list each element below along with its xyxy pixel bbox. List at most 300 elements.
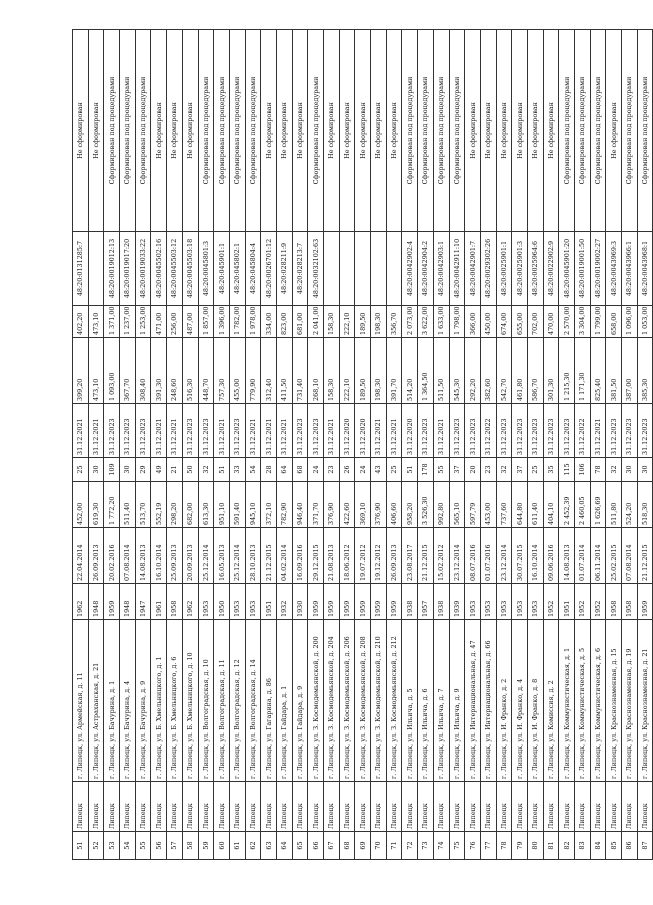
city-cell: Липецк [386, 782, 402, 832]
city-cell: Липецк [104, 782, 120, 832]
value2-cell: 402,20 [73, 306, 89, 338]
deadline-cell: 31.12.2023 [198, 404, 214, 458]
address-cell: г. Липецк, ул. Армейская, д. 11 [73, 620, 89, 782]
area-cell: 511,80 [606, 482, 622, 528]
value2-cell: 2 073,00 [402, 306, 418, 338]
city-cell: Липецк [214, 782, 230, 832]
date-cell: 23.08.2017 [402, 528, 418, 584]
cadastral-cell: 48:20:0045901:20 [559, 232, 575, 306]
deadline-cell: 31.12.2021 [371, 404, 387, 458]
year-cell: 1959 [371, 584, 387, 620]
status-cell: Сформирован под процедурами [559, 30, 575, 232]
date-cell: 30.07.2015 [512, 528, 528, 584]
table-row [575, 30, 591, 860]
area-cell: 404,10 [543, 482, 559, 528]
date-cell: 23.12.2014 [496, 528, 512, 584]
deadline-cell: 31.12.2023 [465, 404, 481, 458]
deadline-cell: 31.12.2023 [637, 404, 653, 458]
count-cell: 178 [418, 458, 434, 482]
date-cell: 29.12.2015 [308, 528, 324, 584]
status-cell: Сформирован под процедурами [214, 30, 230, 232]
deadline-cell: 31.12.2022 [480, 404, 496, 458]
status-cell: Сформирован под процедурами [402, 30, 418, 232]
deadline-cell: 31.12.2021 [261, 404, 277, 458]
address-cell: г. Липецк, ул. Ильича, д. 7 [433, 620, 449, 782]
year-cell: 1953 [512, 584, 528, 620]
value1-cell: 473,10 [88, 338, 104, 404]
cadastral-cell: 48:20:0032102:63 [308, 232, 324, 306]
date-cell: 14.08.2013 [135, 528, 151, 584]
deadline-cell: 31.12.2022 [575, 404, 591, 458]
value1-cell: 1 364,50 [418, 338, 434, 404]
address-cell: г. Липецк, ул. З. Космодемьянской, д. 200 [308, 620, 324, 782]
date-cell: 01.07.2014 [575, 528, 591, 584]
date-cell: 23.12.2014 [449, 528, 465, 584]
table-row [120, 30, 136, 860]
date-cell: 21.12.2015 [637, 528, 653, 584]
table-row [276, 30, 292, 860]
date-cell: 15.02.2012 [433, 528, 449, 584]
status-cell: Не сформирован [355, 30, 371, 232]
deadline-cell: 31.12.2020 [355, 404, 371, 458]
year-cell: 1957 [418, 584, 434, 620]
city-cell: Липецк [622, 782, 638, 832]
status-cell: Сформирован под процедурами [229, 30, 245, 232]
date-cell: 16.05.2013 [214, 528, 230, 584]
value2-cell: 1 798,00 [449, 306, 465, 338]
city-cell: Липецк [418, 782, 434, 832]
area-cell: 611,40 [527, 482, 543, 528]
value1-cell: 545,30 [449, 338, 465, 404]
cadastral-cell: 48:20:0131285:7 [73, 232, 89, 306]
deadline-cell: 31.12.2023 [527, 404, 543, 458]
table-row [386, 30, 402, 860]
value2-cell: 1 396,00 [214, 306, 230, 338]
row-number-cell: 51 [73, 832, 89, 860]
date-cell: 21.12.2015 [261, 528, 277, 584]
value2-cell: 1 799,00 [590, 306, 606, 338]
count-cell: 25 [386, 458, 402, 482]
count-cell: 25 [527, 458, 543, 482]
address-cell: г. Липецк, ул. Ильича, д. 9 [449, 620, 465, 782]
value2-cell: 1 253,00 [135, 306, 151, 338]
count-cell: 24 [355, 458, 371, 482]
area-cell: 737,60 [496, 482, 512, 528]
city-cell: Липецк [182, 782, 198, 832]
row-number-cell: 81 [543, 832, 559, 860]
table-row [308, 30, 324, 860]
cadastral-cell: 48:20:0045502:16 [151, 232, 167, 306]
deadline-cell: 31.12.2023 [512, 404, 528, 458]
address-cell: г. Липецк, ул. З. Космодемьянской, д. 208 [355, 620, 371, 782]
count-cell: 37 [449, 458, 465, 482]
table-row [198, 30, 214, 860]
year-cell: 1958 [606, 584, 622, 620]
status-cell: Сформирован под процедурами [449, 30, 465, 232]
deadline-cell: 31.12.2021 [151, 404, 167, 458]
date-cell: 14.08.2013 [559, 528, 575, 584]
table-row [292, 30, 308, 860]
address-cell: г. Липецк, ул. З. Космодемьянской, д. 212 [386, 620, 402, 782]
city-cell: Липецк [88, 782, 104, 832]
status-cell: Не сформирован [339, 30, 355, 232]
date-cell: 22.04.2014 [73, 528, 89, 584]
cadastral-cell: 48:20:0019033:22 [135, 232, 151, 306]
year-cell: 1953 [229, 584, 245, 620]
status-cell: Сформирован под процедурами [120, 30, 136, 232]
status-cell: Не сформирован [371, 30, 387, 232]
count-cell: 51 [214, 458, 230, 482]
value2-cell: 470,00 [543, 306, 559, 338]
table-row [449, 30, 465, 860]
area-cell: 552,19 [151, 482, 167, 528]
area-cell: 511,40 [120, 482, 136, 528]
area-cell: 992,80 [433, 482, 449, 528]
count-cell: 30 [120, 458, 136, 482]
count-cell: 30 [637, 458, 653, 482]
count-cell: 37 [512, 458, 528, 482]
area-cell: 682,00 [182, 482, 198, 528]
table-row [433, 30, 449, 860]
status-cell: Не сформирован [480, 30, 496, 232]
value1-cell: 367,70 [120, 338, 136, 404]
value2-cell: 450,00 [480, 306, 496, 338]
cadastral-cell: 48:20:0026701:12 [261, 232, 277, 306]
cadastral-cell: 48:20:0019001:50 [575, 232, 591, 306]
count-cell: 30 [622, 458, 638, 482]
row-number-cell: 72 [402, 832, 418, 860]
city-cell: Липецк [261, 782, 277, 832]
cadastral-cell: 48:20:0043969:3 [606, 232, 622, 306]
status-cell: Не сформирован [527, 30, 543, 232]
row-number-cell: 57 [167, 832, 183, 860]
area-cell: 453,00 [480, 482, 496, 528]
date-cell: 21.12.2015 [418, 528, 434, 584]
address-cell: г. Липецк, ул. Волгоградская, д. 10 [198, 620, 214, 782]
rotated-table-wrapper [72, 30, 650, 860]
area-cell: 372,10 [261, 482, 277, 528]
city-cell: Липецк [355, 782, 371, 832]
cadastral-cell: 48:20:028213:7 [292, 232, 308, 306]
city-cell: Липецк [245, 782, 261, 832]
value1-cell: 382,60 [480, 338, 496, 404]
count-cell: 32 [198, 458, 214, 482]
deadline-cell: 31.12.2023 [543, 404, 559, 458]
row-number-cell: 82 [559, 832, 575, 860]
table-row [371, 30, 387, 860]
city-cell: Липецк [371, 782, 387, 832]
row-number-cell: 85 [606, 832, 622, 860]
count-cell: 25 [73, 458, 89, 482]
status-cell: Не сформирован [324, 30, 340, 232]
address-cell: г. Липецк, ул. Бачурина, д. 1 [104, 620, 120, 782]
row-number-cell: 66 [308, 832, 324, 860]
year-cell: 1959 [339, 584, 355, 620]
cadastral-cell [339, 232, 355, 306]
value2-cell: 471,00 [151, 306, 167, 338]
cadastral-cell: 48:20:0042903:1 [433, 232, 449, 306]
row-number-cell: 79 [512, 832, 528, 860]
table-row [512, 30, 528, 860]
table-row [324, 30, 340, 860]
value2-cell: 1 053,00 [637, 306, 653, 338]
cadastral-cell: 48:20:0025964:6 [527, 232, 543, 306]
table-row [590, 30, 606, 860]
status-cell: Сформирован под процедурами [418, 30, 434, 232]
deadline-cell: 31.12.2021 [167, 404, 183, 458]
deadline-cell: 31.12.2020 [339, 404, 355, 458]
deadline-cell: 31.12.2023 [496, 404, 512, 458]
area-cell: 591,40 [229, 482, 245, 528]
table-row [135, 30, 151, 860]
table-row [543, 30, 559, 860]
year-cell: 1953 [527, 584, 543, 620]
cadastral-cell: 48:20:0042911:10 [449, 232, 465, 306]
status-cell: Сформирован под процедурами [104, 30, 120, 232]
year-cell: 1947 [135, 584, 151, 620]
row-number-cell: 74 [433, 832, 449, 860]
cadastral-cell [371, 232, 387, 306]
value2-cell: 3 304,00 [575, 306, 591, 338]
row-number-cell: 71 [386, 832, 402, 860]
value2-cell: 487,00 [182, 306, 198, 338]
value1-cell: 385,30 [637, 338, 653, 404]
value1-cell: 308,40 [135, 338, 151, 404]
count-cell: 109 [104, 458, 120, 482]
year-cell: 1959 [386, 584, 402, 620]
cadastral-cell: 48:20:0025901:3 [512, 232, 528, 306]
status-cell: Не сформирован [88, 30, 104, 232]
count-cell: 64 [276, 458, 292, 482]
year-cell: 1962 [182, 584, 198, 620]
area-cell: 613,30 [198, 482, 214, 528]
city-cell: Липецк [135, 782, 151, 832]
deadline-cell: 31.12.2021 [245, 404, 261, 458]
value1-cell: 461,80 [512, 338, 528, 404]
count-cell: 50 [182, 458, 198, 482]
count-cell: 115 [559, 458, 575, 482]
year-cell: 1952 [543, 584, 559, 620]
deadline-cell: 31.12.2021 [386, 404, 402, 458]
address-cell: г. Липецк, ул. Б. Хмельницкого, д. 1 [151, 620, 167, 782]
value1-cell: 731,40 [292, 338, 308, 404]
date-cell: 25.02.2015 [606, 528, 622, 584]
cadastral-cell: 48:20:0043968:1 [637, 232, 653, 306]
address-cell: г. Липецк, ул. Коммунистическая, д. 5 [575, 620, 591, 782]
table-row [355, 30, 371, 860]
city-cell: Липецк [433, 782, 449, 832]
area-cell: 2 460,05 [575, 482, 591, 528]
address-cell: г. Липецк, ул. И. Франко, д. 4 [512, 620, 528, 782]
date-cell: 25.12.2014 [198, 528, 214, 584]
area-cell: 958,20 [402, 482, 418, 528]
table-row [418, 30, 434, 860]
status-cell: Сформирован под процедурами [135, 30, 151, 232]
year-cell: 1950 [214, 584, 230, 620]
date-cell: 25.09.2013 [167, 528, 183, 584]
value1-cell: 779,90 [245, 338, 261, 404]
value1-cell: 516,30 [182, 338, 198, 404]
cadastral-cell: 48:20:045804:4 [245, 232, 261, 306]
cadastral-cell [355, 232, 371, 306]
count-cell: 78 [590, 458, 606, 482]
address-cell: г. Липецк, ул. Волгоградская, д. 14 [245, 620, 261, 782]
status-cell: Не сформирован [465, 30, 481, 232]
date-cell: 06.11.2014 [590, 528, 606, 584]
city-cell: Липецк [73, 782, 89, 832]
address-cell: г. Липецк, ул. Волгоградская, д. 12 [229, 620, 245, 782]
cadastral-cell: 48:20:0025901:1 [496, 232, 512, 306]
city-cell: Липецк [229, 782, 245, 832]
address-cell: г. Липецк, ул. З. Космодемьянской, д. 204 [324, 620, 340, 782]
area-cell: 782,90 [276, 482, 292, 528]
cadastral-cell: 48:20:0045503:18 [182, 232, 198, 306]
date-cell: 07.08.2014 [120, 528, 136, 584]
status-cell: Не сформирован [386, 30, 402, 232]
value2-cell: 1 371,00 [104, 306, 120, 338]
status-cell: Не сформирован [276, 30, 292, 232]
value1-cell: 1 171,30 [575, 338, 591, 404]
city-cell: Липецк [590, 782, 606, 832]
row-number-cell: 87 [637, 832, 653, 860]
cadastral-cell: 48:20:045901:1 [214, 232, 230, 306]
value2-cell: 1 978,00 [245, 306, 261, 338]
row-number-cell: 65 [292, 832, 308, 860]
housing-table [72, 29, 653, 860]
address-cell: г. Липецк, ул. Астраханская, д. 21 [88, 620, 104, 782]
year-cell: 1938 [433, 584, 449, 620]
value1-cell: 158,30 [324, 338, 340, 404]
status-cell: Не сформирован [151, 30, 167, 232]
value2-cell: 356,70 [386, 306, 402, 338]
row-number-cell: 69 [355, 832, 371, 860]
status-cell: Сформирован под процедурами [308, 30, 324, 232]
value2-cell: 702,00 [527, 306, 543, 338]
address-cell: г. Липецк, ул. Ильича, д. 5 [402, 620, 418, 782]
table-row [167, 30, 183, 860]
table-row [261, 30, 277, 860]
area-cell: 524,20 [622, 482, 638, 528]
table-row [622, 30, 638, 860]
status-cell: Не сформирован [182, 30, 198, 232]
value2-cell: 1 782,00 [229, 306, 245, 338]
year-cell: 1951 [261, 584, 277, 620]
address-cell: г. Липецк, ул. Краснознаменная, д. 15 [606, 620, 622, 782]
city-cell: Липецк [559, 782, 575, 832]
value1-cell: 391,70 [386, 338, 402, 404]
year-cell: 1932 [276, 584, 292, 620]
count-cell: 33 [229, 458, 245, 482]
city-cell: Липецк [151, 782, 167, 832]
cadastral-cell [324, 232, 340, 306]
table-row [104, 30, 120, 860]
address-cell: г. Липецк, ул. Гайдара, д. 9 [292, 620, 308, 782]
count-cell: 32 [606, 458, 622, 482]
row-number-cell: 70 [371, 832, 387, 860]
status-cell: Сформирован под процедурами [622, 30, 638, 232]
value2-cell: 189,50 [355, 306, 371, 338]
value2-cell: 222,10 [339, 306, 355, 338]
deadline-cell: 31.12.2021 [433, 404, 449, 458]
deadline-cell: 31.12.2023 [308, 404, 324, 458]
table-row [496, 30, 512, 860]
city-cell: Липецк [198, 782, 214, 832]
deadline-cell: 31.12.2023 [135, 404, 151, 458]
cadastral-cell: 48:20:0022902:9 [543, 232, 559, 306]
year-cell: 1939 [449, 584, 465, 620]
count-cell: 20 [465, 458, 481, 482]
deadline-cell: 31.12.2023 [120, 404, 136, 458]
value2-cell: 3 622,00 [418, 306, 434, 338]
deadline-cell: 31.12.2023 [622, 404, 638, 458]
status-cell: Не сформирован [292, 30, 308, 232]
row-number-cell: 78 [496, 832, 512, 860]
area-cell: 422,60 [339, 482, 355, 528]
address-cell: г. Липецк, ул. И. Франко, д. 2 [496, 620, 512, 782]
value1-cell: 399,20 [73, 338, 89, 404]
row-number-cell: 77 [480, 832, 496, 860]
cadastral-cell: 48:20:0019012:13 [104, 232, 120, 306]
address-cell: г. Липецк, ул. Б. Хмельницкого, д. 10 [182, 620, 198, 782]
row-number-cell: 58 [182, 832, 198, 860]
area-cell: 1 772,20 [104, 482, 120, 528]
value1-cell: 301,30 [543, 338, 559, 404]
area-cell: 518,30 [637, 482, 653, 528]
deadline-cell: 31.12.2023 [182, 404, 198, 458]
city-cell: Липецк [324, 782, 340, 832]
count-cell: 49 [151, 458, 167, 482]
value1-cell: 391,30 [151, 338, 167, 404]
city-cell: Липецк [543, 782, 559, 832]
city-cell: Липецк [496, 782, 512, 832]
row-number-cell: 62 [245, 832, 261, 860]
count-cell: 21 [167, 458, 183, 482]
city-cell: Липецк [120, 782, 136, 832]
count-cell: 35 [543, 458, 559, 482]
address-cell: г. Липецк, ул. И. Франко, д. 8 [527, 620, 543, 782]
date-cell: 04.02.2014 [276, 528, 292, 584]
value2-cell: 674,00 [496, 306, 512, 338]
deadline-cell: 31.12.2020 [402, 404, 418, 458]
value1-cell: 455,00 [229, 338, 245, 404]
deadline-cell: 31.12.2023 [559, 404, 575, 458]
value1-cell: 312,40 [261, 338, 277, 404]
area-cell: 376,90 [324, 482, 340, 528]
address-cell: г. Липецк, ул. Краснознаменная, д. 19 [622, 620, 638, 782]
value1-cell: 757,30 [214, 338, 230, 404]
count-cell: 54 [245, 458, 261, 482]
table-row [182, 30, 198, 860]
table-body [73, 30, 653, 860]
row-number-cell: 54 [120, 832, 136, 860]
count-cell: 51 [402, 458, 418, 482]
date-cell: 16.09.2016 [292, 528, 308, 584]
row-number-cell: 52 [88, 832, 104, 860]
deadline-cell: 31.12.2021 [73, 404, 89, 458]
value2-cell: 256,00 [167, 306, 183, 338]
address-cell: г. Липецк, ул. Комиссия, д. 2 [543, 620, 559, 782]
count-cell: 30 [88, 458, 104, 482]
year-cell: 1951 [559, 584, 575, 620]
row-number-cell: 67 [324, 832, 340, 860]
status-cell: Не сформирован [543, 30, 559, 232]
city-cell: Липецк [449, 782, 465, 832]
date-cell: 16.10.2014 [151, 528, 167, 584]
deadline-cell: 31.12.2023 [606, 404, 622, 458]
value2-cell: 198,30 [371, 306, 387, 338]
row-number-cell: 83 [575, 832, 591, 860]
count-cell: 26 [339, 458, 355, 482]
